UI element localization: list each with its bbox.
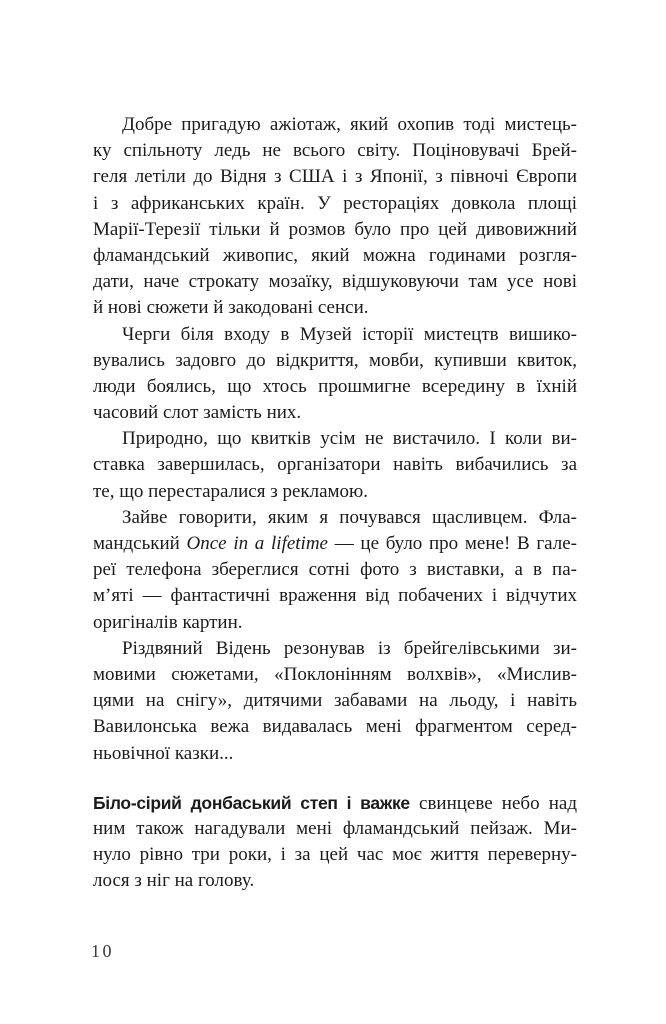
body-text: нуло рівно три роки, і за цей час моє життя переверну- <box>93 844 577 866</box>
section-start-paragraph <box>93 790 577 895</box>
body-text: люди боялись, що хтось прошмигне всередину в їхній <box>93 375 577 397</box>
body-text: Добре пригадую ажіотаж, який охопив тоді мистець- <box>122 114 577 135</box>
text-line <box>93 557 577 583</box>
text-line <box>93 688 577 714</box>
text-line <box>93 217 577 243</box>
page-number: 10 <box>91 941 114 961</box>
text-line <box>93 531 577 557</box>
text-line <box>93 269 577 295</box>
body-text: Різдвяний Відень резонував із брейгелівськими зи- <box>122 637 577 659</box>
body-text: і з африканських країн. У рестораціях довкола площі <box>93 192 577 214</box>
text-line <box>93 322 577 348</box>
body-text: свинцеве небо над <box>409 792 577 814</box>
text-line <box>93 374 577 400</box>
body-text: Черги біля входу в Музей історії мистецтв вишико- <box>122 323 577 345</box>
body-text: фламандський живопис, який можна годинами розгля- <box>93 244 577 266</box>
text-line <box>93 816 577 842</box>
text-line <box>93 452 577 478</box>
text-line <box>93 348 577 374</box>
body-text: те, що перестаралися з рекламою. <box>93 480 368 502</box>
text-line <box>93 505 577 531</box>
body-text: лося з ніг на голову. <box>93 870 255 892</box>
body-text: мовими сюжетами, «Поклонінням волхвів», «Мислив- <box>93 663 577 685</box>
text-line <box>93 426 577 452</box>
body-text: Природно, що квитків усім не вистачило. І коли ви- <box>122 428 577 450</box>
text-block <box>93 112 577 894</box>
text-line <box>93 741 577 767</box>
text-line <box>93 164 577 190</box>
text-line <box>93 400 577 426</box>
body-text: Марії-Терезії тільки й розмов було про цей дивовижний <box>93 218 577 240</box>
body-text: геля летіли до Відня з США і з Японії, з півночі Європи <box>93 166 577 188</box>
italic-phrase: Once in a lifetime <box>186 533 328 554</box>
body-text: ставка завершилась, організатори навіть вибачились за <box>93 454 577 476</box>
text-line <box>93 112 577 138</box>
text-line <box>93 842 577 868</box>
body-text: дати, наче строкату мозаїку, відшуковуючи там усе нові <box>93 271 577 293</box>
body-text: Зайве говорити, яким я почувався щасливцем. Фла- <box>122 506 577 528</box>
text-line <box>93 138 577 164</box>
body-text: м’яті — фантастичні враження від побачених і відчутих <box>93 585 577 607</box>
body-paragraph <box>93 426 577 505</box>
text-line <box>93 662 577 688</box>
text-line <box>93 868 577 894</box>
text-line <box>93 295 577 321</box>
body-paragraph <box>93 505 577 636</box>
body-text: вувались задовго до відкриття, мовби, купивши квиток, <box>93 349 577 371</box>
body-paragraph <box>93 322 577 427</box>
body-text: ку спільноту ледь не всього світу. Поціновувачі Брей- <box>93 140 577 162</box>
body-text: оригіналів картин. <box>93 611 243 633</box>
body-text: ньовічної казки... <box>93 742 234 764</box>
text-line <box>93 243 577 269</box>
body-paragraph <box>93 636 577 767</box>
body-paragraph <box>93 112 577 322</box>
body-text: цями на снігу», дитячими забавами на льоду, і навіть <box>93 690 577 712</box>
body-text: ним також нагадували мені фламандський пейзаж. Ми- <box>93 817 577 839</box>
section-lead-text: Біло-сірий донбаський степ і важке <box>93 792 410 813</box>
text-line <box>93 714 577 740</box>
body-text: часовий слот замість них. <box>93 402 302 424</box>
body-text: Вавилонська вежа видавалась мені фрагментом серед- <box>93 716 577 738</box>
body-text: реї телефона збереглися сотні фото з виставки, а в па- <box>93 559 577 581</box>
text-line <box>93 610 577 636</box>
text-line <box>93 583 577 609</box>
text-line <box>93 790 577 816</box>
text-line <box>93 191 577 217</box>
body-text: й нові сюжети й закодовані сенси. <box>93 297 369 319</box>
body-text: мандський <box>93 533 187 554</box>
body-text: — це було про мене! В гале- <box>328 533 577 554</box>
text-line <box>93 479 577 505</box>
text-line <box>93 636 577 662</box>
